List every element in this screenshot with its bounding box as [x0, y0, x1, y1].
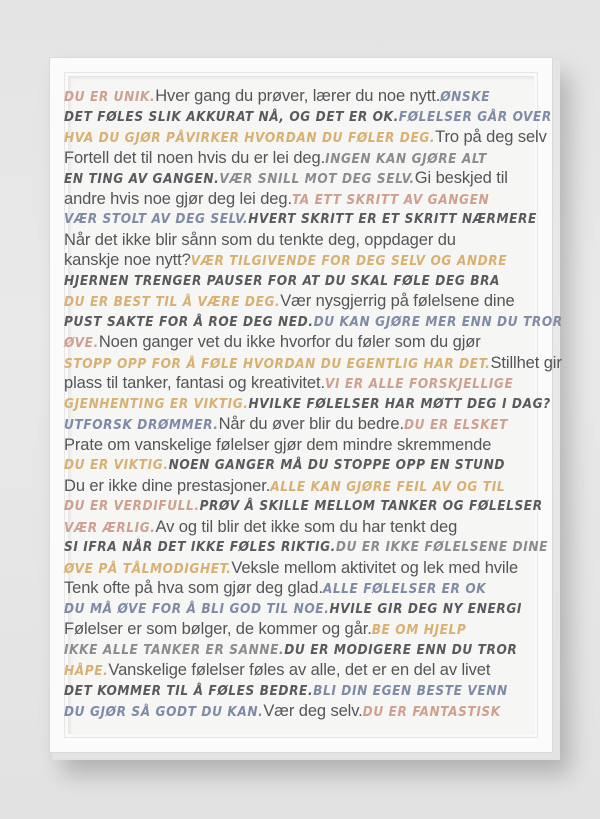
- poster-phrase: Tenk ofte på hva som gjør deg glad.: [64, 579, 323, 597]
- poster-line: [64, 86, 534, 107]
- poster-phrase-caps: GJENHENTING ER VIKTIG.: [64, 395, 249, 412]
- poster-phrase: Du er ikke dine prestasjoner.: [64, 476, 271, 495]
- poster-line: [64, 435, 534, 456]
- poster-phrase-caps: ØVE.: [64, 335, 99, 351]
- poster-phrase: Vær nysgjerrig på følelsene dine: [280, 292, 515, 310]
- poster-line: [64, 353, 562, 374]
- poster-phrase-caps: ALLE FØLELSER ER OK: [322, 581, 487, 597]
- poster-phrase-caps: HJERNEN TRENGER PAUSER FOR AT DU SKAL FØLE DEG BRA: [64, 272, 501, 289]
- poster-phrase-caps: HVA DU GJØR PÅVIRKER HVORDAN DU FØLER DEG.: [64, 130, 436, 146]
- poster-phrase: plass til tanker, fantasi og kreativitet.: [64, 374, 325, 392]
- poster-phrase-caps: DU KAN GJØRE MER ENN DU TROR: [313, 313, 563, 330]
- poster-phrase: Tro på deg selv: [435, 128, 547, 146]
- poster-line: [64, 599, 534, 620]
- poster-phrase: Veksle mellom aktivitet og lek med hvile: [231, 558, 519, 577]
- poster-line: [64, 476, 534, 497]
- poster-line: [64, 394, 551, 415]
- poster-phrase-caps: HVERT SKRITT ER ET SKRITT NÆRMERE: [248, 211, 537, 227]
- poster-phrase-caps: FØLELSER GÅR OVER: [398, 108, 552, 125]
- poster-line: [64, 209, 537, 230]
- poster-phrase-caps: TA ETT SKRITT AV GANGEN: [291, 191, 490, 208]
- poster-line: [64, 517, 534, 538]
- poster-line: [64, 558, 534, 579]
- poster-phrase-caps: EN TING AV GANGEN.: [64, 171, 220, 187]
- poster-phrase: andre hvis noe gjør deg lei deg.: [64, 189, 292, 208]
- poster-phrase: Stillhet gir: [490, 353, 562, 372]
- poster-phrase-caps: VÆR TILGIVENDE FOR DEG SELV OG ANDRE: [190, 253, 508, 269]
- poster-phrase: Vær deg selv.: [263, 702, 363, 720]
- poster-phrase-caps: HVILE GIR DEG NY ENERGI: [329, 600, 523, 617]
- poster-phrase-caps: DU ER FANTASTISK: [362, 704, 501, 720]
- poster-phrase-caps: DU ER VIKTIG.: [64, 457, 169, 473]
- poster-phrase-caps: UTFORSK DRØMMER.: [64, 417, 219, 433]
- poster-line: [64, 640, 534, 661]
- poster-phrase-caps: VI ER ALLE FORSKJELLIGE: [324, 376, 514, 392]
- poster-line: [64, 189, 534, 210]
- poster-phrase-caps: ØNSKE: [440, 89, 491, 105]
- poster-phrase: kanskje noe nytt?: [64, 251, 191, 269]
- poster-line: [64, 271, 534, 292]
- poster-phrase-caps: ALLE KAN GJØRE FEIL AV OG TIL: [270, 478, 506, 495]
- poster-phrase-caps: DU MÅ ØVE FOR Å BLI GOD TIL NOE.: [64, 600, 330, 617]
- poster-phrase-caps: NOEN GANGER MÅ DU STOPPE OPP EN STUND: [168, 457, 506, 473]
- poster-line: [64, 578, 534, 599]
- poster-phrase-caps: ØVE PÅ TÅLMODIGHET.: [64, 560, 232, 577]
- poster-phrase: Fortell det til noen hvis du er lei deg.: [64, 148, 326, 167]
- poster-phrase-caps: DU ER MODIGERE ENN DU TROR: [284, 641, 518, 658]
- poster-phrase-caps: IKKE ALLE TANKER ER SANNE.: [64, 641, 285, 658]
- poster-line: [64, 312, 563, 333]
- poster-phrase-caps: DU ER ELSKET: [403, 417, 509, 433]
- poster-line: [64, 455, 534, 476]
- poster-phrase-caps: PRØV Å SKILLE MELLOM TANKER OG FØLELSER: [199, 498, 543, 514]
- poster-phrase-caps: DET FØLES SLIK AKKURAT NÅ, OG DET ER OK.: [64, 108, 399, 125]
- poster-line: [64, 168, 534, 189]
- poster-line: [64, 332, 534, 353]
- poster-phrase-caps: VÆR ÆRLIG.: [64, 519, 156, 536]
- poster-line: [64, 373, 534, 394]
- poster-phrase: Når du øver blir du bedre.: [218, 415, 404, 433]
- poster-phrase: Noen ganger vet du ikke hvorfor du føler som du gjør: [98, 333, 481, 351]
- poster-line: [64, 537, 549, 558]
- poster-phrase-caps: DU ER UNIK.: [64, 89, 156, 105]
- poster-line: [64, 681, 534, 702]
- poster-phrase: Vanskelige følelser føles av alle, det er en del av livet: [108, 661, 491, 679]
- poster-phrase-caps: BLI DIN EGEN BESTE VENN: [313, 682, 508, 699]
- poster-phrase-caps: DU GJØR SÅ GODT DU KAN.: [64, 704, 264, 720]
- poster-line: [64, 291, 534, 312]
- poster-line: [64, 414, 534, 435]
- poster-line: [64, 250, 534, 271]
- poster-phrase-caps: BE OM HJELP: [371, 622, 467, 638]
- poster-phrase-caps: VÆR SNILL MOT DEG SELV.: [219, 171, 415, 187]
- poster-line: [64, 148, 534, 169]
- poster-phrase-caps: DET KOMMER TIL Å FØLES BEDRE.: [64, 682, 314, 699]
- poster-phrase-caps: DU ER VERDIFULL.: [64, 498, 200, 514]
- poster-phrase-caps: SI IFRA NÅR DET IKKE FØLES RIKTIG.: [64, 539, 336, 555]
- poster-phrase-caps: HVILKE FØLELSER HAR MØTT DEG I DAG?: [248, 395, 551, 412]
- poster-line: [64, 107, 552, 128]
- poster-line: [64, 660, 534, 681]
- poster-phrase: Når det ikke blir sånn som du tenkte deg, oppdager du: [64, 230, 456, 249]
- poster-phrase-caps: INGEN KAN GJØRE ALT: [325, 150, 487, 167]
- poster-phrase-caps: DU ER IKKE FØLELSENE DINE: [335, 539, 549, 555]
- poster-phrase-caps: HÅPE.: [64, 663, 109, 679]
- poster-line: [64, 127, 547, 148]
- poster-phrase: Følelser er som bølger, de kommer og går.: [64, 620, 372, 638]
- typography-poster: [64, 86, 563, 738]
- poster-phrase: Hver gang du prøver, lærer du noe nytt.: [155, 87, 441, 105]
- poster-phrase-caps: DU ER BEST TIL Å VÆRE DEG.: [64, 294, 281, 310]
- poster-phrase-caps: VÆR STOLT AV DEG SELV.: [64, 211, 249, 227]
- poster-line: [64, 701, 534, 722]
- poster-line: [64, 496, 543, 517]
- poster-line: [64, 230, 534, 251]
- poster-mat: [64, 76, 563, 734]
- poster-phrase: Gi beskjed til: [414, 169, 508, 187]
- poster-phrase-caps: STOPP OPP FOR Å FØLE HVORDAN DU EGENTLIG HAR DET.: [64, 355, 491, 372]
- poster-phrase: Prate om vanskelige følelser gjør dem mindre skremmende: [64, 435, 492, 454]
- poster-phrase-caps: PUST SAKTE FOR Å ROE DEG NED.: [64, 313, 314, 330]
- poster-phrase: Av og til blir det ikke som du har tenkt deg: [155, 517, 458, 536]
- poster-line: [64, 619, 534, 640]
